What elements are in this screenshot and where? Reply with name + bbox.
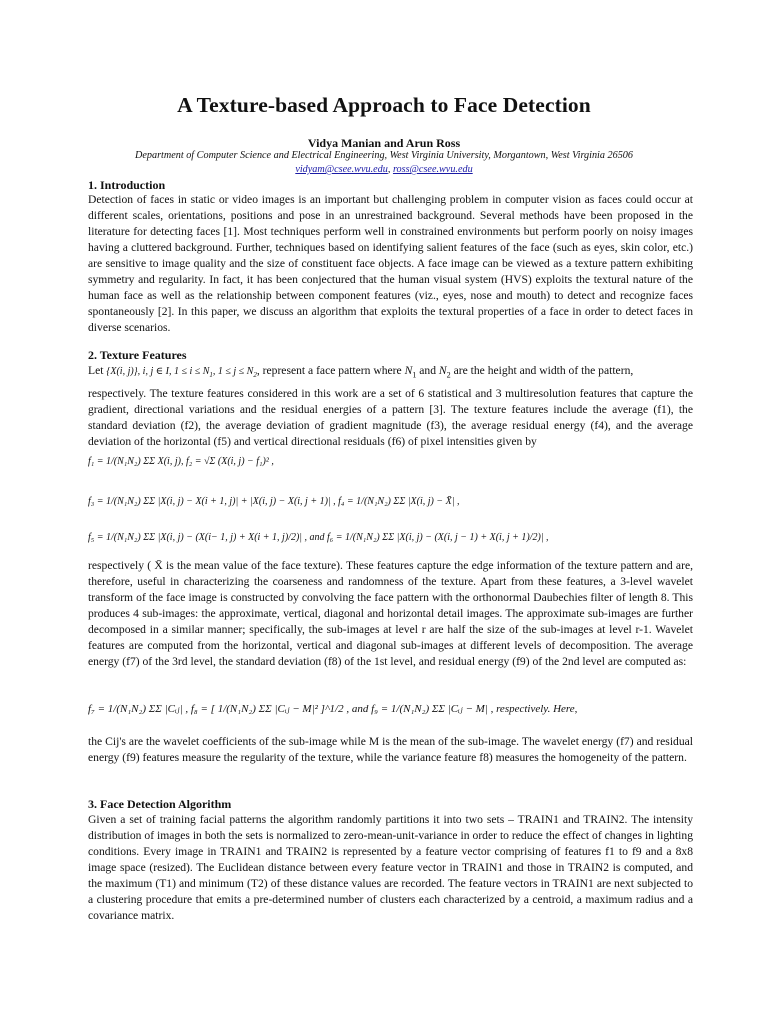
let-sentence: Let {X(i, j)}, i, j ∈ I, $1 \le i \le N_1$, $1 \le j \le N_2$, represent a face pattern where $N_1$ and $N_2$ are the height and width of the pattern, (88, 364, 634, 380)
emails (0, 164, 768, 175)
texture-features-paragraph-a: respectively. The texture features considered in this work are a set of 6 statistical and 3 multiresolution features that capture the gradient, directional variations and the residual energies of a pattern [3]. The texture features include the average (f1), the standard deviation (f2), the average deviation of gradient magnitude (f3), the average residual energy (f4), and the average deviation of the horizontal (f5) and vertical directional residuals (f6) of pixel intensities given by (88, 387, 693, 449)
email-link-vidyam[interactable]: vidyam@csee.wvu.edu (295, 164, 388, 175)
face-detection-algorithm-paragraph: Given a set of training facial patterns the algorithm randomly partitions it into two sets – TRAIN1 and TRAIN2. The intensity distribution of images in both the sets is normalized to zero-mean-unit-variance in order to reduce the effect of changes in lighting conditions. Every image in TRAIN1 and TRAIN2 is represented by a feature vector comprising of features f1 to f9 and a 8x8 image space (resized). The Euclidean distance between every feature vector in TRAIN1 and those in TRAIN2 is computed, and the maximum (T1) and minimum (T2) of these distance values are recorded. The feature vectors in TRAIN1 are next subjected to a clustering procedure that emits a pre-determined number of clusters each characterized by a centroid, a maximum radius and a covariance matrix. (88, 813, 693, 923)
email-link-ross[interactable]: ross@csee.wvu.edu (392, 164, 473, 175)
authors: Vidya Manian and Arun Ross (307, 136, 461, 150)
equation-f7-f8-f9: f₇ = 1/(N₁N₂) ΣΣ |Cᵢⱼ| , f₈ = [ 1/(N₁N₂) ΣΣ |Cᵢⱼ − M|² ]^1/2 , and f₉ = 1/(N₁N₂) ΣΣ |Cᵢⱼ − M| , respectively. Here, (88, 703, 578, 715)
affiliation: Department of Computer Science and Electrical Engineering, West Virginia University, Morgantown, West Virginia 26506 (135, 150, 633, 161)
equation-f3-f4: f₃ = 1/(N₁N₂) ΣΣ |X(i, j) − X(i + 1, j)| + |X(i, j) − X(i, j + 1)| , f₄ = 1/(N₁N₂) ΣΣ |X(i, j) − X̄| , (88, 496, 460, 507)
texture-features-paragraph-b: respectively ( X̄ is the mean value of the face texture). These features capture the edge information of the texture pattern and are, therefore, useful in characterizing the coarseness and randomness of the texture. Apart from these features, a 3-level wavelet transform of the face image is constructed by convolving the face pattern with the orthonormal Daubechies filter of length 8. This produces 4 sub-images: the approximate, vertical, diagonal and horizontal detail images. The approximate sub-images are further decomposed in a similar manner; specifically, the sub-images at level r are half the size of the sub-images at level r-1. Wavelet features are computed from the horizontal, vertical and diagonal sub-images at different levels of decomposition. The average energy (f7) of the 3rd level, the standard deviation (f8) of the 1st level, and residual energy (f9) of the 2nd level are computed as: (88, 559, 693, 669)
equation-f1-f2: f₁ = 1/(N₁N₂) ΣΣ X(i, j), f₂ = √Σ (X(i, j) − f₁)² , (88, 456, 274, 467)
section-heading-introduction: 1. Introduction (88, 178, 166, 192)
paper-title: A Texture-based Approach to Face Detection (177, 93, 591, 117)
section-heading-texture-features: 2. Texture Features (88, 348, 187, 362)
email-separator: , (387, 164, 393, 175)
texture-features-paragraph-c: the Cij's are the wavelet coefficients of the sub-image while M is the mean of the sub-image. The wavelet energy (f7) and residual energy (f9) features measure the regularity of the texture, while the variance feature f8) measures the homogeneity of the pattern. (88, 735, 693, 765)
section-heading-face-detection-algorithm: 3. Face Detection Algorithm (88, 797, 232, 811)
let-set-expression: {X(i, j)}, i, j ∈ I, $1 \le i \le N_1$, $1 \le j \le N_2$ (106, 366, 257, 379)
equation-f5-f6: f₅ = 1/(N₁N₂) ΣΣ |X(i, j) − (X(i− 1, j) + X(i + 1, j)/2)| , and f₆ = 1/(N₁N₂) ΣΣ |X(i, j) − (X(i, j − 1) + X(i, j + 1)/2)| , (88, 532, 549, 543)
introduction-paragraph: Detection of faces in static or video images is an important but challenging problem in computer vision as faces could occur at different scales, orientations, positions and pose in an unrestrained background. Several methods have been proposed in the literature for detecting faces [1]. Most techniques perform well in constrained environments but perform poorly on noisy images having a cluttered background. Further, techniques based on identifying salient features of the face (such as eyes, skin color, etc.) are sensitive to image quality and the size of constituent face objects. A face image can be viewed as a texture pattern exhibiting symmetry and regularity. In fact, it has been conjectured that the human visual system (HVS) exploits the textural nature of the human face as well as the relationship between component features (viz., eyes, nose and mouth) to detect and recognize faces spontaneously [2]. In this paper, we discuss an algorithm that exploits the textural properties of a face in order to detect faces in diverse scenarios. (88, 193, 693, 335)
